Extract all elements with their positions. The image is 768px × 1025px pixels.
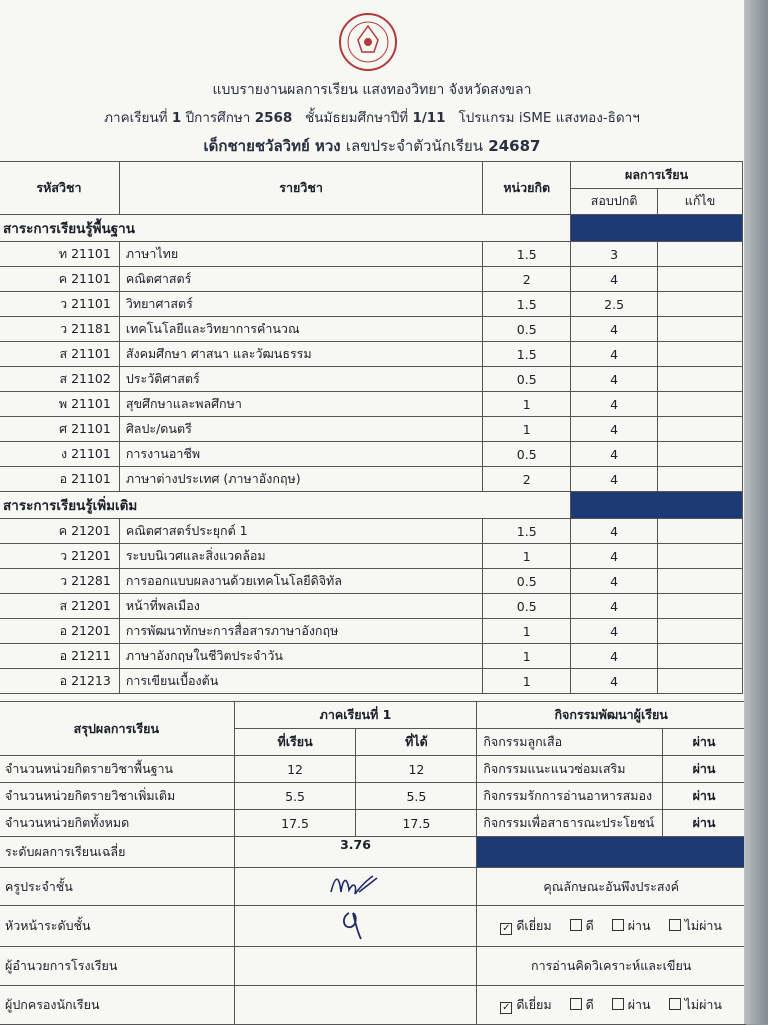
subject-code: อ 21213 [0,669,119,694]
subject-remedial [658,292,743,317]
head-teacher-signature [234,906,477,947]
subject-code: อ 21101 [0,467,119,492]
checkbox-icon: ✓ [502,923,511,934]
subject-code: อ 21211 [0,644,119,669]
subject-code: ว 21281 [0,569,119,594]
subject-grade: 4 [571,417,658,442]
subject-grade: 4 [571,442,658,467]
subject-credits: 1 [483,544,571,569]
subject-credits: 2 [483,467,571,492]
subject-credits: 0.5 [483,367,571,392]
subject-remedial [658,367,743,392]
activities-head: กิจกรรมพัฒนาผู้เรียน [477,702,746,729]
subject-grade: 4 [571,317,658,342]
subject-remedial [658,392,743,417]
subject-grade: 4 [571,644,658,669]
subject-row [0,292,743,317]
subject-code: ส 21102 [0,367,119,392]
col-remedial: แก้ไข [658,188,743,215]
subject-remedial [658,342,743,367]
gpa-value: 3.76 [234,837,477,868]
subject-remedial [658,242,743,267]
checkbox-icon [669,998,681,1010]
subject-grade: 4 [571,619,658,644]
subject-row [0,594,743,619]
subject-name: ภาษาไทย [119,242,482,267]
subject-name: คณิตศาสตร์ [119,267,482,292]
subject-grade: 4 [571,669,658,694]
subject-credits: 0.5 [483,442,571,467]
subject-remedial [658,267,743,292]
subject-row [0,367,743,392]
subject-remedial [658,467,743,492]
subject-grade: 4 [571,367,658,392]
subject-credits: 1 [483,669,571,694]
subject-name: ประวัติศาสตร์ [119,367,482,392]
subject-credits: 0.5 [483,317,571,342]
subject-grade: 4 [571,569,658,594]
subject-row [0,669,743,694]
subject-code: ค 21101 [0,267,119,292]
page-edge-shadow [744,0,768,1024]
subject-code: ว 21201 [0,544,119,569]
subject-name: วิทยาศาสตร์ [119,292,482,317]
checkbox-icon [612,998,624,1010]
checkbox-icon: ✓ [502,1002,511,1013]
subject-name: การพัฒนาทักษะการสื่อสารภาษาอังกฤษ [119,619,482,644]
subject-code: ส 21201 [0,594,119,619]
subject-row [0,342,743,367]
summary-table: สรุปผลการเรียน ภาคเรียนที่ 1 กิจกรรมพัฒนาผู้เรียน ที่เรียน ที่ได้ กิจกรรมลูกเสือ ผ่าน จำนวนหน่วยกิตรายวิชาพื้นฐาน 12 12 กิจกรรมแนะแนวซ่อมเสริม ผ่าน จำนวนหน่วยกิตรายวิชาเพิ่มเติม 5.5 5.5 กิจกรรมรักการอ่านอาหารสมอง ผ่าน จำนวนหน่วยกิตทั้งหมด 17.5 17.5 กิจกรรมเพื่อสาธารณะประโยชน์ ผ่าน ระดับผลการเรียนเฉลี่ย 3.76 ครูประจำชั้น คุณลักษณะอันพึงประสงค์ หัวหน้าระดับชั้น ✓ ดีเยี่ยม ดี ผ่าน ไม่ผ่าน ผู้อำนวยการโรงเรียน การอ่านคิดวิเคราะห์และเขียน ผู้ปกครองนักเรียน ✓ ดีเยี่ยม ดี ผ่าน ไม่ผ่าน [0,701,746,1025]
col-code: รหัสวิชา [0,162,119,215]
subject-name: ภาษาอังกฤษในชีวิตประจำวัน [119,644,482,669]
subject-row [0,442,743,467]
school-seal-logo [338,12,398,72]
subject-remedial [658,644,743,669]
subject-remedial [658,519,743,544]
subject-credits: 1 [483,619,571,644]
extra-section-row: สาระการเรียนรู้เพิ่มเติม [0,492,743,519]
subject-credits: 1 [483,417,571,442]
subject-name: การออกแบบผลงานด้วยเทคโนโลยีดิจิทัล [119,569,482,594]
subject-remedial [658,417,743,442]
teacher-signature [234,868,477,906]
subject-code: ง 21101 [0,442,119,467]
checkbox-icon [612,919,624,931]
subject-remedial [658,669,743,694]
subject-grade: 4 [571,519,658,544]
subject-code: ว 21181 [0,317,119,342]
subject-code: ว 21101 [0,292,119,317]
subject-row [0,644,743,669]
subject-credits: 1.5 [483,242,571,267]
subject-row [0,417,743,442]
subject-name: ศิลปะ/ดนตรี [119,417,482,442]
subject-code: ค 21201 [0,519,119,544]
subject-name: สังคมศึกษา ศาสนา และวัฒนธรรม [119,342,482,367]
grades-table [0,161,743,694]
subject-credits: 1.5 [483,292,571,317]
subject-credits: 0.5 [483,594,571,619]
subject-name: เทคโนโลยีและวิทยาการคำนวณ [119,317,482,342]
subject-remedial [658,594,743,619]
subject-remedial [658,569,743,594]
subject-row [0,242,743,267]
subject-grade: 4 [571,467,658,492]
subject-grade: 4 [571,594,658,619]
subject-row [0,519,743,544]
subject-code: ศ 21101 [0,417,119,442]
checkbox-icon [669,919,681,931]
subject-row [0,267,743,292]
subject-code: ส 21101 [0,342,119,367]
col-results: ผลการเรียน [571,162,743,189]
report-subheader: ภาคเรียนที่ 1 ปีการศึกษา 2568 ชั้นมัธยมศึกษาปีที่ 1/11 โปรแกรม iSME แสงทอง-ธิดาฯ [104,110,640,126]
student-name: เด็กชายชวัลวิทย์ หวง [203,137,341,155]
reading-options: ✓ ดีเยี่ยม ดี ผ่าน ไม่ผ่าน [477,986,746,1025]
gpa-label: ระดับผลการเรียนเฉลี่ย [0,837,234,868]
summary-title: สรุปผลการเรียน [0,702,234,756]
semester-head: ภาคเรียนที่ 1 [234,702,477,729]
subject-name: ภาษาต่างประเทศ (ภาษาอังกฤษ) [119,467,482,492]
subject-row [0,544,743,569]
subject-grade: 2.5 [571,292,658,317]
subject-name: หน้าที่พลเมือง [119,594,482,619]
subject-credits: 1 [483,392,571,417]
subject-row [0,619,743,644]
subject-name: การเขียนเบื้องต้น [119,669,482,694]
subject-remedial [658,442,743,467]
subject-credits: 2 [483,267,571,292]
col-subject: รายวิชา [119,162,482,215]
subject-row [0,569,743,594]
subject-grade: 4 [571,267,658,292]
subject-grade: 4 [571,342,658,367]
subject-name: คณิตศาสตร์ประยุกต์ 1 [119,519,482,544]
student-line: เด็กชายชวัลวิทย์ หวง เลขประจำตัวนักเรียน 24687 [203,137,541,155]
subject-remedial [658,317,743,342]
traits-options: ✓ ดีเยี่ยม ดี ผ่าน ไม่ผ่าน [477,906,746,947]
subject-grade: 3 [571,242,658,267]
subject-credits: 0.5 [483,569,571,594]
subject-credits: 1.5 [483,519,571,544]
subject-code: อ 21201 [0,619,119,644]
subject-row [0,467,743,492]
subject-name: ระบบนิเวศและสิ่งแวดล้อม [119,544,482,569]
basic-section-row: สาระการเรียนรู้พื้นฐาน [0,215,743,242]
subject-code: พ 21101 [0,392,119,417]
subject-code: ท 21101 [0,242,119,267]
col-credits: หน่วยกิต [483,162,571,215]
subject-name: การงานอาชีพ [119,442,482,467]
checkbox-icon [570,919,582,931]
subject-row [0,392,743,417]
subject-grade: 4 [571,544,658,569]
subject-name: สุขศึกษาและพลศึกษา [119,392,482,417]
subject-grade: 4 [571,392,658,417]
subject-row [0,317,743,342]
student-id: 24687 [488,137,541,155]
checkbox-icon [570,998,582,1010]
subject-credits: 1 [483,644,571,669]
report-title: แบบรายงานผลการเรียน แสงทองวิทยา จังหวัดสงขลา [212,82,532,98]
subject-remedial [658,544,743,569]
subject-remedial [658,619,743,644]
col-normal: สอบปกติ [571,188,658,215]
subject-credits: 1.5 [483,342,571,367]
